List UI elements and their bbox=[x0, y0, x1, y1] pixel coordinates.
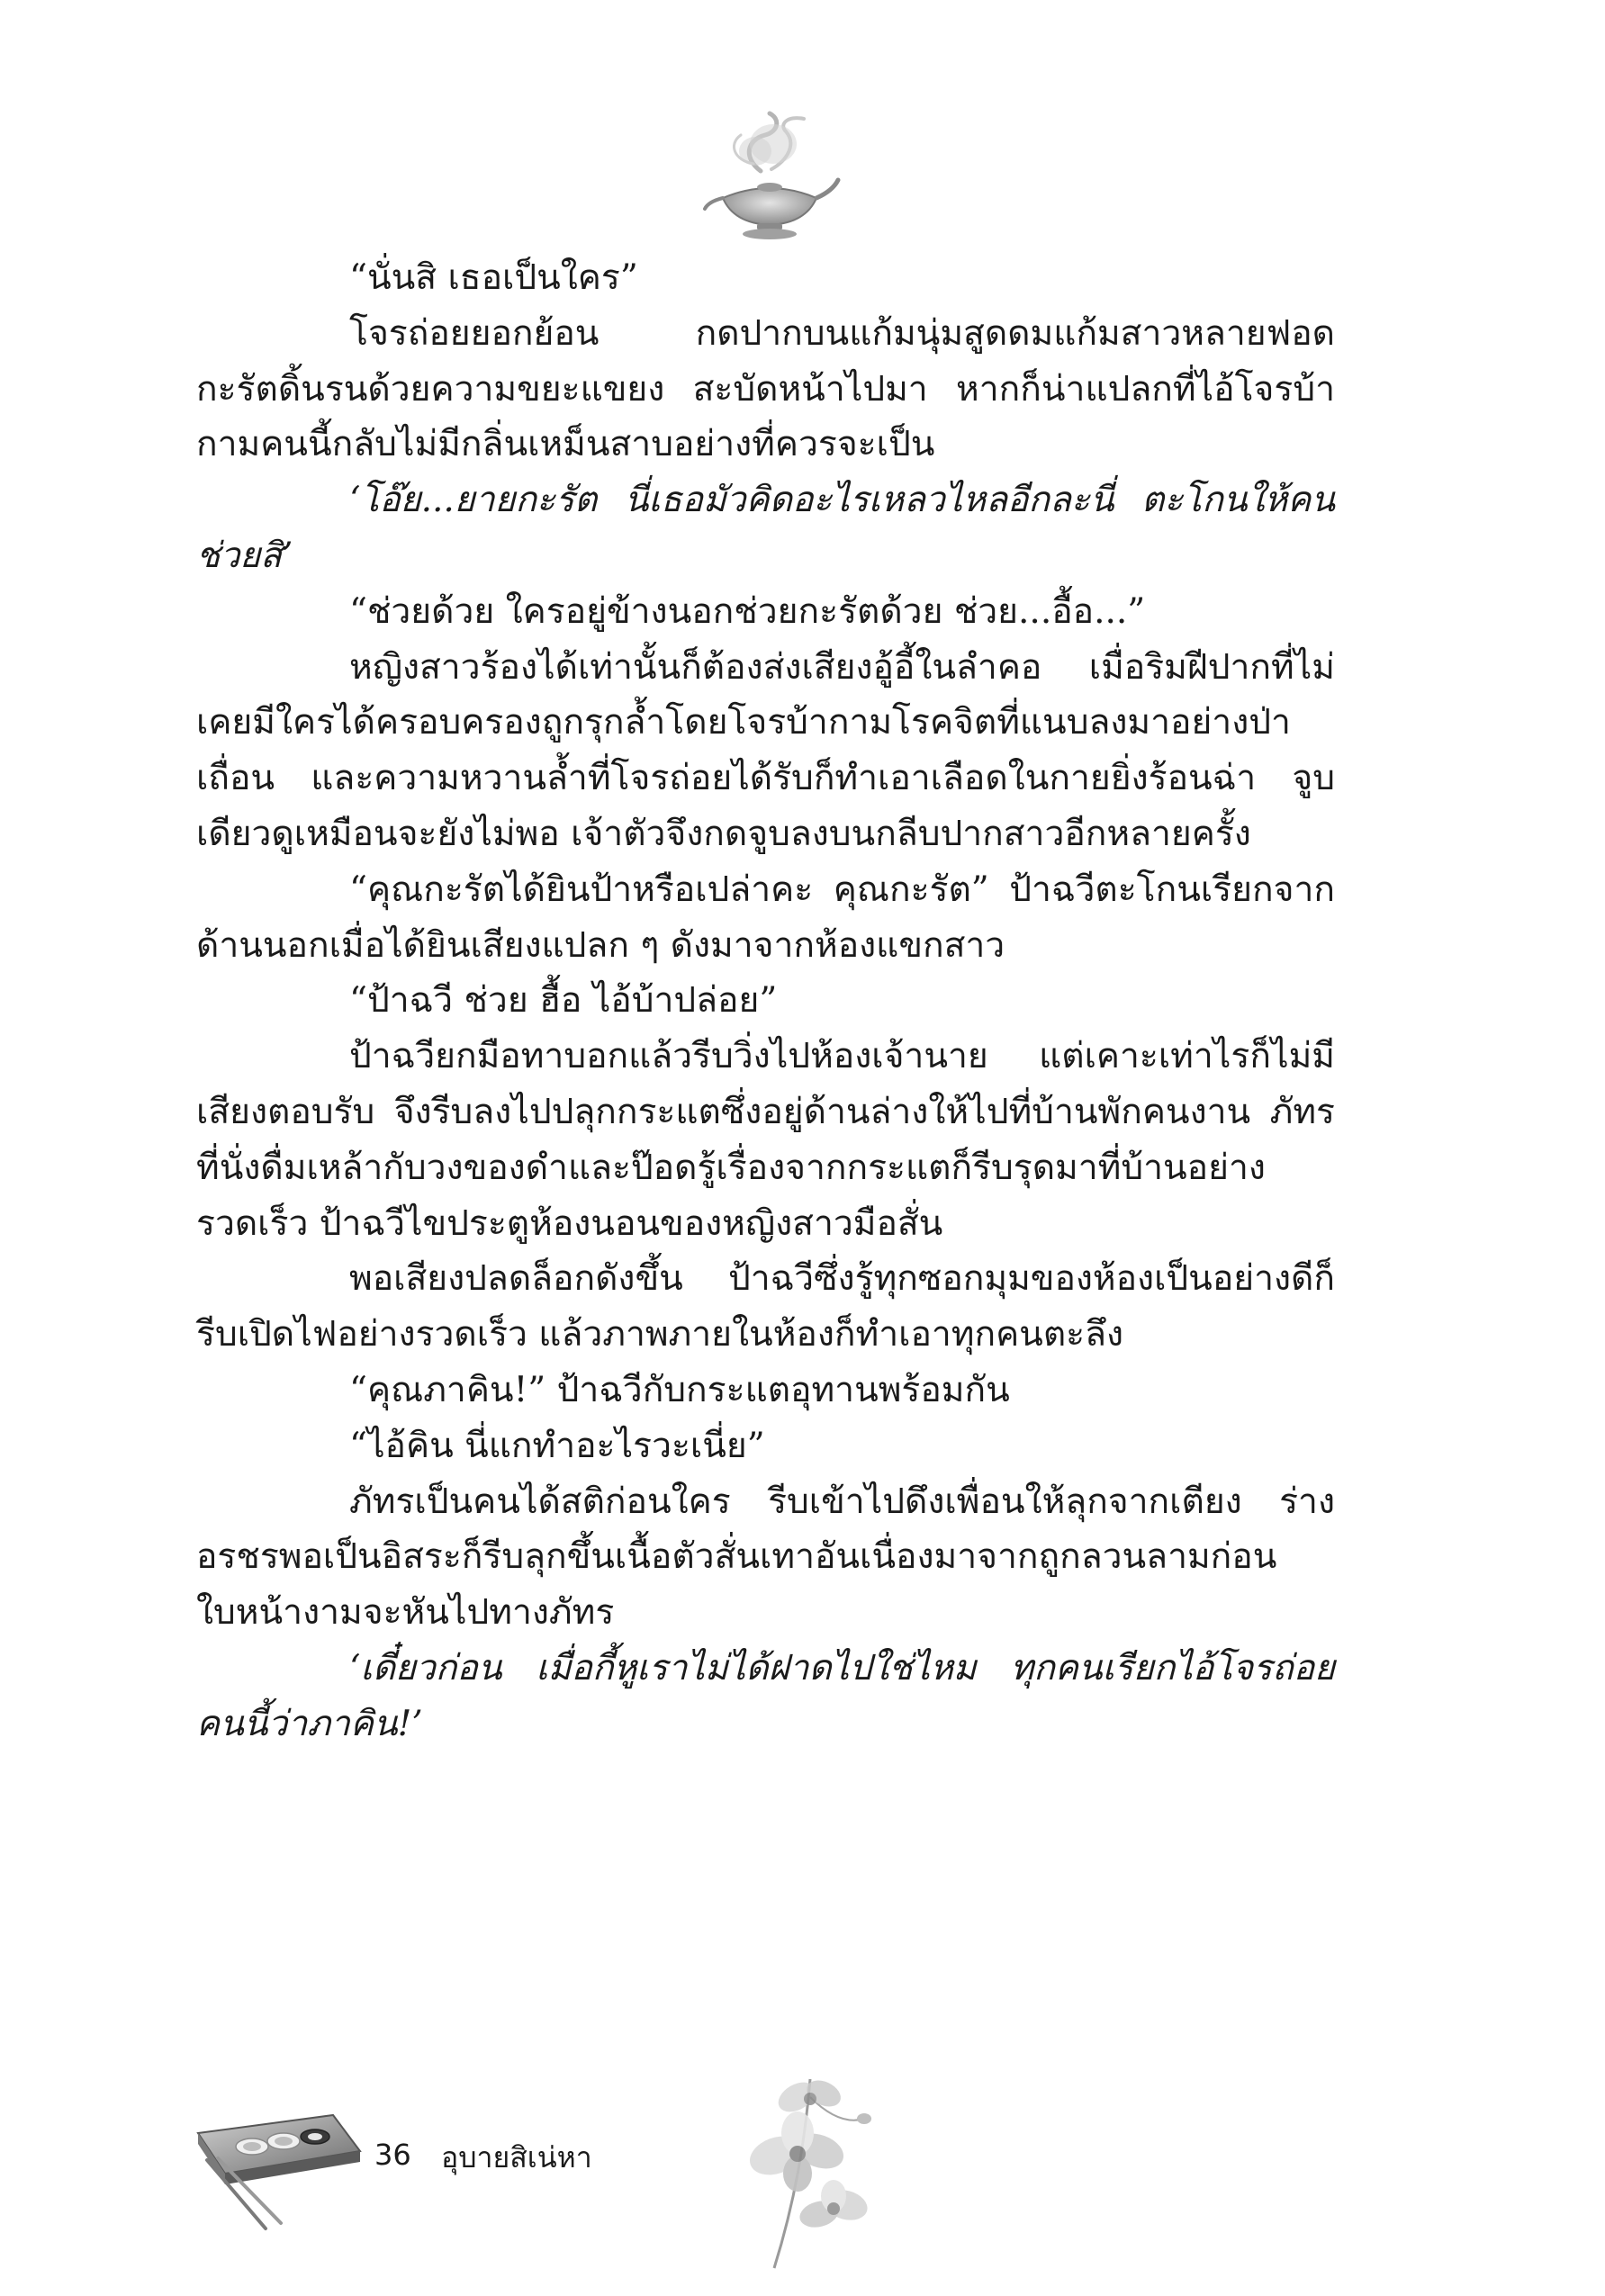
paragraph-5: หญิงสาวร้องได้เท่านั้นก็ต้องส่งเสียงอู้อี้ในลำคอ เมื่อริมฝีปากที่ไม่เคยมีใครได้ครอบครองถูกรุกล้ำโดยโจรบ้ากามโรคจิตที่แนบลงมาอย่างป่าเถื่อน และความหวานล้ำที่โจรถ่อยได้รับก็ทำเอาเลือดในกายยิ่งร้อนฉ่า จูบเดียวดูเหมือนจะยังไม่พอ เจ้าตัวจึงกดจูบลงบนกลีบปากสาวอีกหลายครั้ง bbox=[196, 646, 1335, 854]
incense-lamp-icon bbox=[698, 108, 842, 243]
sushi-plate-icon bbox=[189, 2097, 369, 2232]
paragraph-3-thought: ‘โอ๊ย...ยายกะรัต นี่เธอมัวคิดอะไรเหลวไหลอีกละนี่ ตะโกนให้คนช่วยสิ’ bbox=[196, 480, 1335, 576]
paragraph-9: พอเสียงปลดล็อกดังขึ้น ป้าฉวีซึ่งรู้ทุกซอกมุมของห้องเป็นอย่างดีก็รีบเปิดไฟอย่างรวดเร็ว แล้วภาพภายในห้องก็ทำเอาทุกคนตะลึง bbox=[196, 1258, 1335, 1355]
paragraph-1: “นั่นสิ เธอเป็นใคร” bbox=[349, 257, 638, 298]
paragraph-8: ป้าฉวียกมือทาบอกแล้วรีบวิ่งไปห้องเจ้านาย แต่เคาะเท่าไรก็ไม่มีเสียงตอบรับ จึงรีบลงไปปลุกกระแตซึ่งอยู่ด้านล่างให้ไปที่บ้านพักคนงาน ภัทรที่นั่งดื่มเหล้ากับวงของดำและป๊อดรู้เรื่องจากกระแตก็รีบรุดมาที่บ้านอย่างรวดเร็ว ป้าฉวีไขประตูห้องนอนของหญิงสาวมือสั่น bbox=[196, 1036, 1335, 1244]
paragraph-11: “ไอ้คิน นี่แกทำอะไรวะเนี่ย” bbox=[349, 1425, 765, 1466]
body-text bbox=[196, 250, 1335, 1752]
book-title: อุบายสิเน่หา bbox=[441, 2140, 592, 2174]
paragraph-2: โจรถ่อยยอกย้อน กดปากบนแก้มนุ่มสูดดมแก้มสาวหลายฟอด กะรัตดิ้นรนด้วยความขยะแขยง สะบัดหน้าไปมา หากก็น่าแปลกที่ไอ้โจรบ้ากามคนนี้กลับไม่มีกลิ่นเหม็นสาบอย่างที่ควรจะเป็น bbox=[196, 312, 1335, 465]
page-footer bbox=[0, 2061, 1605, 2277]
paragraph-12: ภัทรเป็นคนได้สติก่อนใคร รีบเข้าไปดึงเพื่อนให้ลุกจากเตียง ร่างอรชรพอเป็นอิสระก็รีบลุกขึ้นเนื้อตัวสั่นเทาอันเนื่องมาจากถูกลวนลามก่อนใบหน้างามจะหันไปทางภัทร bbox=[196, 1481, 1335, 1634]
paragraph-6: “คุณกะรัตได้ยินป้าหรือเปล่าคะ คุณกะรัต” ป้าฉวีตะโกนเรียกจากด้านนอกเมื่อได้ยินเสียงแปลก ๆ ดังมาจากห้องแขกสาว bbox=[196, 869, 1335, 966]
paragraph-7: “ป้าฉวี ช่วย ฮื้อ ไอ้บ้าปล่อย” bbox=[349, 980, 778, 1022]
paragraph-4: “ช่วยด้วย ใครอยู่ข้างนอกช่วยกะรัตด้วย ช่วย...อื้อ...” bbox=[349, 590, 1146, 632]
orchid-icon bbox=[711, 2061, 891, 2277]
page-number: 36 bbox=[374, 2138, 411, 2172]
paragraph-10: “คุณภาคิน!” ป้าฉวีกับกระแตอุทานพร้อมกัน bbox=[349, 1369, 1010, 1410]
paragraph-13-thought: ‘เดี๋ยวก่อน เมื่อกี้หูเราไม่ได้ฝาดไปใช่ไหม ทุกคนเรียกไอ้โจรถ่อยคนนี้ว่าภาคิน!’ bbox=[196, 1647, 1335, 1744]
